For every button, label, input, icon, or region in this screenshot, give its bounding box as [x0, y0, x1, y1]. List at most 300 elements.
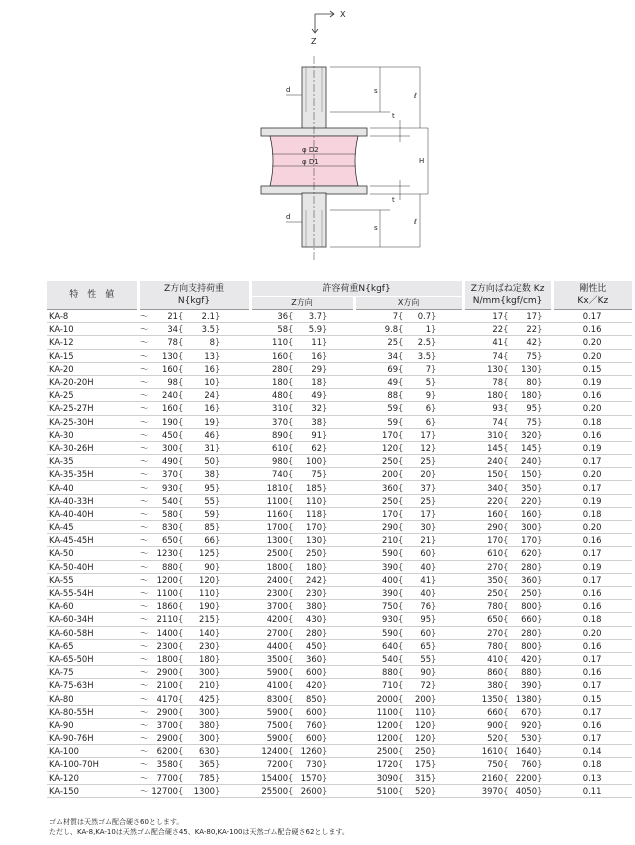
support-load-kgf-cell: 16	[184, 402, 215, 415]
x-load-kgf-cell: 120	[404, 718, 431, 731]
brace-open: {	[503, 522, 509, 533]
support-load-n-value: 130	[162, 350, 178, 361]
brace-open: {	[288, 403, 294, 414]
brace-close: }	[215, 521, 250, 534]
z-load-kgf-cell: 11	[294, 336, 322, 349]
brace-close: }	[431, 310, 463, 323]
spring-n-cell: 22	[463, 323, 503, 336]
brace-close: }	[322, 534, 354, 547]
support-load-n-cell	[138, 468, 178, 481]
support-load-kgf-cell: 180	[184, 652, 215, 665]
table-row	[47, 732, 632, 745]
x-load-n-cell: 880	[354, 666, 398, 679]
tilde-symbol: ～	[140, 561, 149, 572]
brace-close: }	[537, 679, 552, 692]
table-row	[47, 679, 632, 692]
spring-kgf-cell: 300	[509, 521, 537, 534]
table-row	[47, 652, 632, 665]
model-cell: KA-50-40H	[47, 560, 138, 573]
spring-n-cell: 78	[463, 375, 503, 388]
brace-close: }	[215, 336, 250, 349]
brace-open: {	[178, 377, 184, 388]
spring-kgf-cell: 75	[509, 415, 537, 428]
z-load-n-cell: 12400	[250, 745, 288, 758]
footnote-2: ただし、KA-8,KA-10は天然ゴム配合硬さ45、KA-80,KA-100は天然ゴム配合硬さ62とします。	[49, 828, 349, 836]
x-load-n-cell: 2500	[354, 745, 398, 758]
brace-close: }	[322, 336, 354, 349]
support-load-kgf-cell: 95	[184, 481, 215, 494]
brace-close: }	[537, 639, 552, 652]
brace-open: {	[288, 363, 294, 374]
z-load-n-cell: 280	[250, 362, 288, 375]
z-load-kgf-cell: 430	[294, 613, 322, 626]
support-load-n-value: 3580	[156, 759, 178, 770]
support-load-n-value: 21	[167, 311, 178, 322]
brace-open: {	[398, 311, 404, 322]
spec-table	[47, 281, 632, 798]
brace-close: }	[431, 600, 463, 613]
brace-close: }	[537, 323, 552, 336]
table-row	[47, 718, 632, 731]
support-load-n-value: 1200	[156, 574, 178, 585]
z-load-kgf-cell: 250	[294, 547, 322, 560]
brace-close: }	[431, 468, 463, 481]
support-load-n-cell	[138, 613, 178, 626]
header-z-dir: Z方向	[250, 297, 354, 310]
model-cell: KA-55	[47, 573, 138, 586]
support-load-n-value: 2900	[156, 667, 178, 678]
x-load-kgf-cell: 90	[404, 666, 431, 679]
tilde-symbol: ～	[140, 482, 149, 493]
ratio-cell: 0.16	[552, 666, 632, 679]
brace-close: }	[537, 758, 552, 771]
spring-kgf-cell: 320	[509, 428, 537, 441]
z-load-kgf-cell: 170	[294, 521, 322, 534]
support-load-n-cell	[138, 692, 178, 705]
z-load-kgf-cell: 600	[294, 666, 322, 679]
ratio-cell: 0.13	[552, 771, 632, 784]
brace-close: }	[215, 441, 250, 454]
support-load-n-value: 2100	[156, 680, 178, 691]
brace-open: {	[178, 442, 184, 453]
brace-close: }	[537, 613, 552, 626]
tilde-symbol: ～	[140, 363, 149, 374]
spring-kgf-cell: 180	[509, 389, 537, 402]
support-load-kgf-cell: 38	[184, 468, 215, 481]
header-support-load	[138, 281, 250, 310]
brace-open: {	[178, 456, 184, 467]
ratio-cell: 0.19	[552, 560, 632, 573]
spring-n-cell: 145	[463, 441, 503, 454]
brace-close: }	[537, 600, 552, 613]
support-load-n-cell	[138, 758, 178, 771]
support-load-n-value: 650	[162, 535, 178, 546]
z-load-n-cell: 2500	[250, 547, 288, 560]
brace-open: {	[503, 733, 509, 744]
x-load-kgf-cell: 3.5	[404, 349, 431, 362]
brace-close: }	[322, 600, 354, 613]
tilde-symbol: ～	[140, 324, 149, 335]
spring-kgf-cell: 80	[509, 375, 537, 388]
z-load-n-cell: 7200	[250, 758, 288, 771]
support-load-n-value: 4170	[156, 693, 178, 704]
brace-open: {	[398, 759, 404, 770]
support-load-kgf-cell: 85	[184, 521, 215, 534]
model-cell: KA-20	[47, 362, 138, 375]
brace-open: {	[288, 759, 294, 770]
brace-open: {	[178, 746, 184, 757]
table-row	[47, 389, 632, 402]
brace-open: {	[398, 429, 404, 440]
brace-close: }	[537, 784, 552, 797]
brace-open: {	[178, 363, 184, 374]
support-load-kgf-cell: 59	[184, 507, 215, 520]
ratio-cell: 0.20	[552, 336, 632, 349]
z-load-kgf-cell: 130	[294, 534, 322, 547]
brace-open: {	[398, 706, 404, 717]
ratio-cell: 0.17	[552, 705, 632, 718]
brace-open: {	[503, 469, 509, 480]
brace-open: {	[503, 693, 509, 704]
table-row	[47, 626, 632, 639]
support-load-kgf-cell: 300	[184, 705, 215, 718]
z-load-kgf-cell: 91	[294, 428, 322, 441]
model-cell: KA-65	[47, 639, 138, 652]
brace-close: }	[537, 455, 552, 468]
table-row	[47, 534, 632, 547]
brace-close: }	[215, 481, 250, 494]
support-load-n-value: 98	[167, 377, 178, 388]
x-load-n-cell: 360	[354, 481, 398, 494]
brace-close: }	[431, 613, 463, 626]
x-load-kgf-cell: 17	[404, 428, 431, 441]
spring-kgf-cell: 1640	[509, 745, 537, 758]
brace-open: {	[503, 772, 509, 783]
support-load-n-cell	[138, 560, 178, 573]
brace-close: }	[431, 323, 463, 336]
spring-n-cell: 130	[463, 362, 503, 375]
x-load-n-cell: 25	[354, 336, 398, 349]
brace-open: {	[288, 416, 294, 427]
brace-close: }	[322, 415, 354, 428]
brace-open: {	[178, 403, 184, 414]
brace-open: {	[503, 588, 509, 599]
brace-close: }	[322, 705, 354, 718]
support-load-n-value: 370	[162, 469, 178, 480]
brace-close: }	[537, 732, 552, 745]
brace-open: {	[503, 719, 509, 730]
x-load-n-cell: 250	[354, 494, 398, 507]
x-load-n-cell: 390	[354, 586, 398, 599]
ratio-cell: 0.17	[552, 573, 632, 586]
z-load-n-cell: 25500	[250, 784, 288, 797]
header-spring-constant	[463, 281, 552, 310]
x-load-n-cell: 2000	[354, 692, 398, 705]
spring-kgf-cell: 150	[509, 468, 537, 481]
z-load-n-cell: 3700	[250, 600, 288, 613]
brace-close: }	[537, 547, 552, 560]
x-load-kgf-cell: 20	[404, 468, 431, 481]
spring-n-cell: 380	[463, 679, 503, 692]
tilde-symbol: ～	[140, 456, 149, 467]
brace-open: {	[503, 311, 509, 322]
brace-open: {	[503, 508, 509, 519]
brace-open: {	[178, 574, 184, 585]
spring-n-cell: 220	[463, 494, 503, 507]
brace-close: }	[322, 771, 354, 784]
support-load-n-cell	[138, 679, 178, 692]
z-load-kgf-cell: 360	[294, 652, 322, 665]
support-load-n-cell	[138, 573, 178, 586]
z-load-kgf-cell: 100	[294, 455, 322, 468]
tilde-symbol: ～	[140, 442, 149, 453]
support-load-n-cell	[138, 666, 178, 679]
model-cell: KA-35	[47, 455, 138, 468]
z-load-n-cell: 1160	[250, 507, 288, 520]
spring-n-cell: 900	[463, 718, 503, 731]
brace-open: {	[178, 508, 184, 519]
x-load-n-cell: 1100	[354, 705, 398, 718]
brace-open: {	[178, 311, 184, 322]
brace-open: {	[288, 495, 294, 506]
brace-close: }	[322, 784, 354, 797]
spring-n-cell: 170	[463, 534, 503, 547]
tilde-symbol: ～	[140, 337, 149, 348]
x-load-kgf-cell: 17	[404, 507, 431, 520]
brace-open: {	[178, 772, 184, 783]
brace-close: }	[215, 323, 250, 336]
tilde-symbol: ～	[140, 759, 149, 770]
x-load-kgf-cell: 37	[404, 481, 431, 494]
support-load-n-cell	[138, 547, 178, 560]
brace-close: }	[322, 402, 354, 415]
z-load-n-cell: 1700	[250, 521, 288, 534]
tilde-symbol: ～	[140, 601, 149, 612]
ratio-cell: 0.17	[552, 652, 632, 665]
x-load-n-cell: 590	[354, 626, 398, 639]
table-row	[47, 758, 632, 771]
brace-open: {	[398, 482, 404, 493]
brace-close: }	[431, 375, 463, 388]
brace-open: {	[288, 390, 294, 401]
brace-close: }	[322, 521, 354, 534]
x-load-n-cell: 250	[354, 455, 398, 468]
brace-close: }	[537, 415, 552, 428]
brace-open: {	[178, 548, 184, 559]
brace-close: }	[322, 626, 354, 639]
table-row	[47, 521, 632, 534]
z-load-n-cell: 1800	[250, 560, 288, 573]
model-cell: KA-30	[47, 428, 138, 441]
tilde-symbol: ～	[140, 508, 149, 519]
z-load-n-cell: 2300	[250, 586, 288, 599]
brace-open: {	[398, 785, 404, 796]
ratio-cell: 0.15	[552, 362, 632, 375]
brace-close: }	[215, 758, 250, 771]
tilde-symbol: ～	[140, 733, 149, 744]
brace-open: {	[288, 429, 294, 440]
header-allowable-load: 許容荷重N{kgf}	[250, 281, 463, 297]
table-row	[47, 494, 632, 507]
brace-open: {	[398, 772, 404, 783]
brace-open: {	[178, 667, 184, 678]
spring-n-cell: 410	[463, 652, 503, 665]
brace-close: }	[431, 705, 463, 718]
z-load-n-cell: 160	[250, 349, 288, 362]
support-load-n-cell	[138, 428, 178, 441]
spring-kgf-cell: 530	[509, 732, 537, 745]
brace-open: {	[288, 561, 294, 572]
model-cell: KA-80	[47, 692, 138, 705]
support-load-n-value: 2110	[156, 614, 178, 625]
x-load-n-cell: 210	[354, 534, 398, 547]
brace-close: }	[215, 586, 250, 599]
x-load-kgf-cell: 60	[404, 626, 431, 639]
spring-kgf-cell: 250	[509, 586, 537, 599]
x-load-kgf-cell: 200	[404, 692, 431, 705]
tilde-symbol: ～	[140, 588, 149, 599]
x-load-n-cell: 710	[354, 679, 398, 692]
brace-open: {	[398, 601, 404, 612]
table-row	[47, 600, 632, 613]
z-load-n-cell: 4100	[250, 679, 288, 692]
dim-t-bottom: t	[392, 196, 395, 204]
spring-kgf-cell: 42	[509, 336, 537, 349]
brace-close: }	[215, 639, 250, 652]
x-load-n-cell: 200	[354, 468, 398, 481]
x-load-kgf-cell: 0.7	[404, 310, 431, 323]
brace-close: }	[322, 666, 354, 679]
brace-close: }	[537, 375, 552, 388]
brace-open: {	[288, 785, 294, 796]
header-ratio	[552, 281, 632, 310]
x-load-n-cell: 49	[354, 375, 398, 388]
model-cell: KA-40	[47, 481, 138, 494]
spring-kgf-cell: 880	[509, 666, 537, 679]
z-load-n-cell: 610	[250, 441, 288, 454]
support-load-n-cell	[138, 336, 178, 349]
brace-open: {	[503, 377, 509, 388]
support-load-kgf-cell: 190	[184, 600, 215, 613]
brace-close: }	[322, 507, 354, 520]
brace-open: {	[503, 548, 509, 559]
brace-close: }	[431, 666, 463, 679]
model-cell: KA-40-33H	[47, 494, 138, 507]
brace-open: {	[503, 442, 509, 453]
brace-open: {	[288, 350, 294, 361]
brace-close: }	[215, 679, 250, 692]
support-load-n-cell	[138, 375, 178, 388]
ratio-cell: 0.18	[552, 415, 632, 428]
brace-open: {	[288, 508, 294, 519]
brace-close: }	[322, 652, 354, 665]
brace-open: {	[503, 574, 509, 585]
support-load-n-cell	[138, 494, 178, 507]
spring-kgf-cell: 280	[509, 560, 537, 573]
brace-close: }	[431, 534, 463, 547]
support-load-n-cell	[138, 639, 178, 652]
x-load-kgf-cell: 175	[404, 758, 431, 771]
tilde-symbol: ～	[140, 719, 149, 730]
brace-open: {	[398, 403, 404, 414]
brace-close: }	[215, 455, 250, 468]
brace-close: }	[322, 468, 354, 481]
z-load-n-cell: 480	[250, 389, 288, 402]
z-load-n-cell: 58	[250, 323, 288, 336]
x-load-n-cell: 69	[354, 362, 398, 375]
brace-close: }	[431, 560, 463, 573]
table-row	[47, 639, 632, 652]
brace-close: }	[431, 586, 463, 599]
brace-close: }	[431, 415, 463, 428]
tilde-symbol: ～	[140, 403, 149, 414]
table-row	[47, 745, 632, 758]
model-cell: KA-60-34H	[47, 613, 138, 626]
brace-open: {	[288, 719, 294, 730]
support-load-kgf-cell: 300	[184, 732, 215, 745]
support-load-n-cell	[138, 784, 178, 797]
dim-d2-label: φ D2	[302, 146, 319, 154]
brace-close: }	[215, 626, 250, 639]
z-load-n-cell: 4200	[250, 613, 288, 626]
spring-n-cell: 74	[463, 415, 503, 428]
z-load-n-cell: 370	[250, 415, 288, 428]
brace-open: {	[503, 561, 509, 572]
brace-close: }	[537, 586, 552, 599]
support-load-kgf-cell: 46	[184, 428, 215, 441]
z-load-n-cell: 2700	[250, 626, 288, 639]
table-row	[47, 455, 632, 468]
spring-n-cell: 93	[463, 402, 503, 415]
z-load-kgf-cell: 420	[294, 679, 322, 692]
tilde-symbol: ～	[140, 350, 149, 361]
brace-close: }	[215, 573, 250, 586]
z-load-kgf-cell: 730	[294, 758, 322, 771]
brace-open: {	[288, 601, 294, 612]
support-load-n-cell	[138, 455, 178, 468]
brace-open: {	[398, 627, 404, 638]
table-row	[47, 481, 632, 494]
brace-open: {	[288, 706, 294, 717]
brace-open: {	[503, 350, 509, 361]
brace-close: }	[322, 679, 354, 692]
ratio-cell: 0.11	[552, 784, 632, 797]
x-load-kgf-cell: 12	[404, 441, 431, 454]
brace-close: }	[322, 441, 354, 454]
brace-close: }	[537, 521, 552, 534]
model-cell: KA-35-35H	[47, 468, 138, 481]
table-row	[47, 402, 632, 415]
model-cell: KA-50	[47, 547, 138, 560]
brace-close: }	[215, 468, 250, 481]
brace-open: {	[178, 429, 184, 440]
support-load-n-value: 580	[162, 508, 178, 519]
z-load-kgf-cell: 75	[294, 468, 322, 481]
brace-open: {	[178, 640, 184, 651]
model-cell: KA-20-20H	[47, 375, 138, 388]
spring-n-cell: 660	[463, 705, 503, 718]
model-cell: KA-80-55H	[47, 705, 138, 718]
z-load-kgf-cell: 3.7	[294, 310, 322, 323]
brace-open: {	[178, 653, 184, 664]
brace-close: }	[322, 586, 354, 599]
table-row	[47, 310, 632, 323]
brace-open: {	[178, 706, 184, 717]
model-cell: KA-25	[47, 389, 138, 402]
support-load-kgf-cell: 630	[184, 745, 215, 758]
support-load-n-cell	[138, 349, 178, 362]
brace-close: }	[322, 310, 354, 323]
